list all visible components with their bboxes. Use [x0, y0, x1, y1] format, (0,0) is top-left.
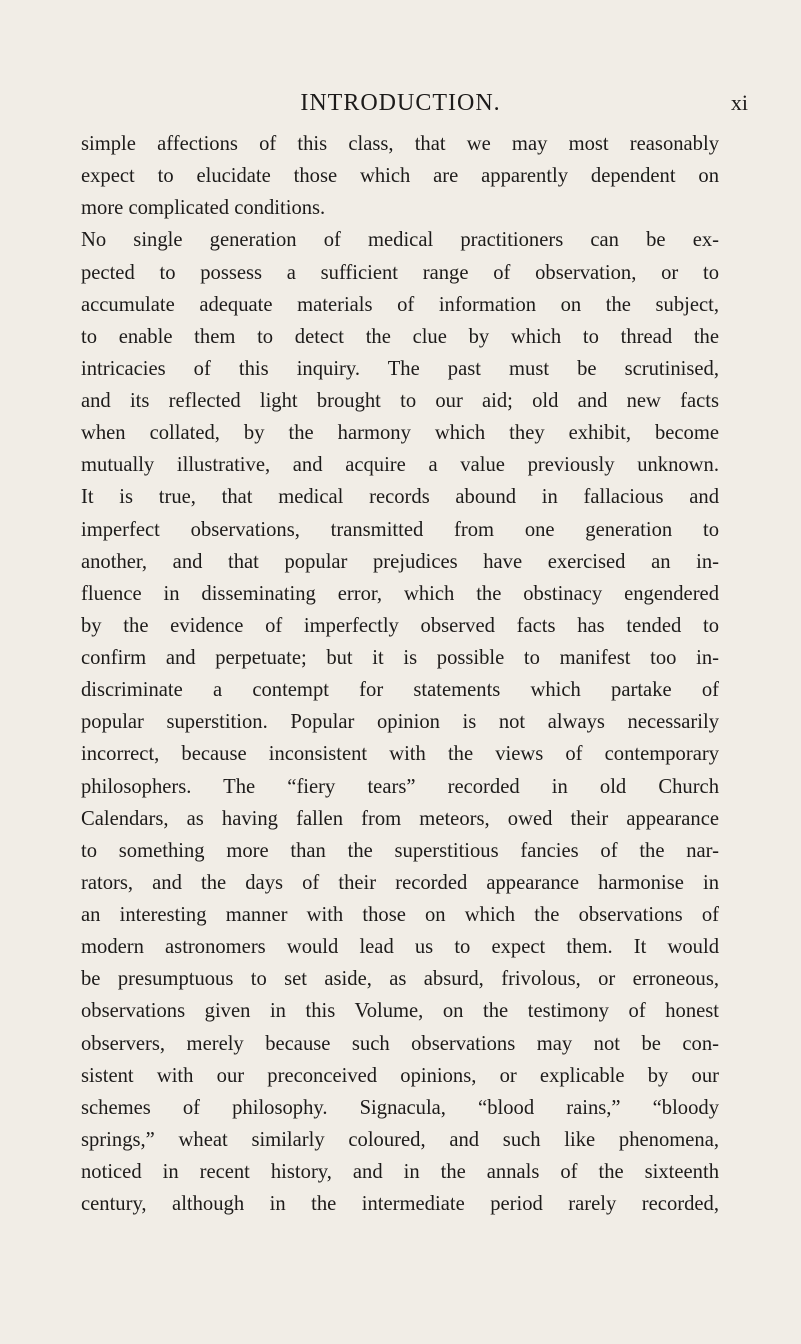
text-line: noticed in recent history, and in the annals of the sixteenth: [81, 1161, 719, 1183]
text-line: rators, and the days of their recorded appearance harmonise in: [81, 871, 719, 894]
text-line: to something more than the superstitious fancies of the nar-: [81, 839, 719, 862]
text-line: sistent with our preconceived opinions, or explicable by our: [81, 1064, 719, 1087]
text-line: and its reflected light brought to our aid; old and new facts: [81, 390, 719, 412]
text-line: mutually illustrative, and acquire a value previously unknown.: [81, 454, 719, 477]
text-line: philosophers. The “fiery tears” recorded in old Church: [81, 775, 719, 798]
text-line: accumulate adequate materials of information on the subject,: [81, 293, 719, 316]
text-line: fluence in disseminating error, which the obstinacy engendered: [81, 582, 719, 605]
text-line: more complicated conditions.: [81, 197, 326, 220]
text-line: imperfect observations, transmitted from one generation to: [81, 518, 719, 541]
text-line: confirm and perpetuate; but it is possible to manifest too in-: [81, 647, 719, 669]
text-line: modern astronomers would lead us to expect them. It would: [81, 936, 719, 959]
text-line: popular superstition. Popular opinion is not always necessarily: [81, 711, 719, 734]
text-line: when collated, by the harmony which they exhibit, become: [81, 422, 719, 445]
text-line: be presumptuous to set aside, as absurd, frivolous, or erroneous,: [81, 968, 719, 991]
text-line: schemes of philosophy. Signacula, “blood rains,” “bloody: [81, 1096, 719, 1119]
text-line: observers, merely because such observations may not be con-: [81, 1032, 719, 1055]
page-number: xi: [730, 90, 748, 115]
text-line: an interesting manner with those on which the observations of: [81, 904, 719, 926]
text-line: incorrect, because inconsistent with the views of contemporary: [81, 743, 719, 766]
text-line: simple affections of this class, that we may most reasonably: [81, 133, 719, 155]
text-line: expect to elucidate those which are apparently dependent on: [81, 165, 719, 188]
page-header: [0, 88, 801, 118]
text-line: pected to possess a sufficient range of observation, or to: [81, 261, 719, 284]
text-line: springs,” wheat similarly coloured, and such like phenomena,: [81, 1128, 719, 1151]
text-line: Calendars, as having fallen from meteors, owed their appearance: [81, 807, 719, 830]
text-line: intricacies of this inquiry. The past must be scrutinised,: [81, 357, 719, 380]
body-text: [81, 128, 719, 1220]
text-line: It is true, that medical records abound in fallacious and: [81, 486, 719, 509]
text-line: by the evidence of imperfectly observed facts has tended to: [81, 614, 719, 637]
text-line: discriminate a contempt for statements which partake of: [81, 679, 719, 702]
text-line: observations given in this Volume, on the testimony of honest: [81, 1000, 719, 1023]
text-line: century, although in the intermediate period rarely recorded,: [81, 1193, 719, 1216]
text-line: No single generation of medical practitioners can be ex-: [81, 229, 719, 252]
text-line: another, and that popular prejudices have exercised an in-: [81, 550, 719, 573]
running-title: INTRODUCTION.: [300, 90, 501, 116]
text-line: to enable them to detect the clue by which to thread the: [81, 325, 719, 348]
